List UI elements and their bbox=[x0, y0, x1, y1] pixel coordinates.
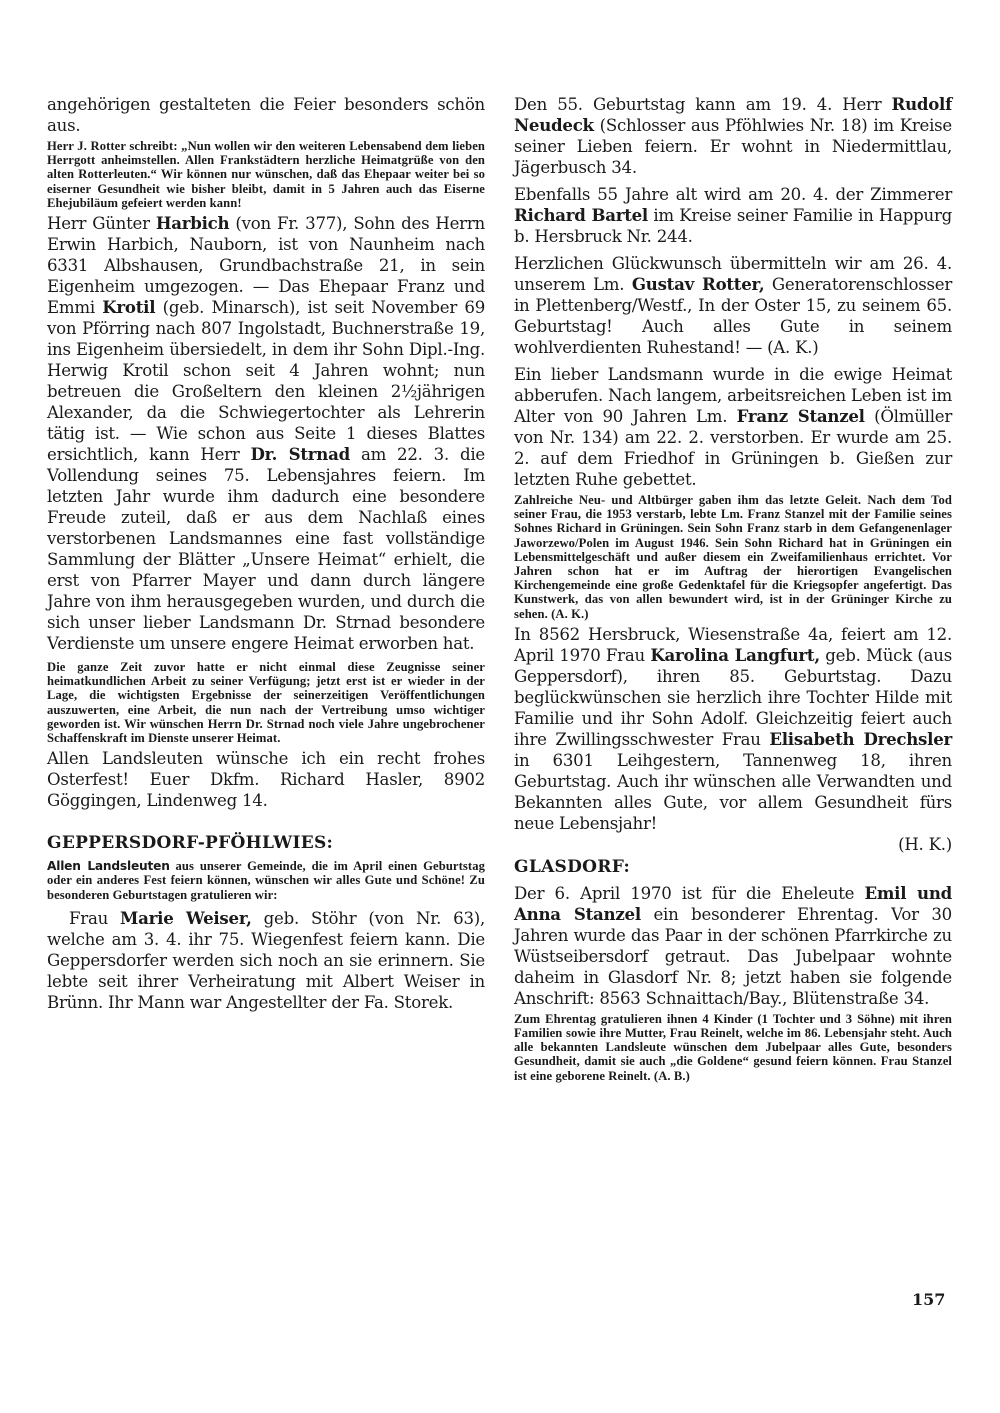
text: Herzlichen Glückwunsch übermitteln wir am 26. 4. unserem Lm. bbox=[514, 254, 952, 294]
text: In 8562 Hersbruck, Wiesenstraße 4a, feiert am 12. April 1970 Frau bbox=[514, 624, 952, 665]
bold-name: Elisabeth Drechsler bbox=[769, 728, 952, 749]
bold-name: Richard Bartel bbox=[514, 205, 648, 225]
paragraph bbox=[47, 213, 485, 654]
text: Generatorenschlosser in Plettenberg/Westf., In der Oster 15, zu seinem 65. Geburtstag! Auch alles Gute in seinem wohlverdienten Ruhestand! — (A. K.) bbox=[514, 275, 952, 357]
text: (von Fr. 377), Sohn des Herrn Erwin Harbich, Nauborn, ist von Naunheim nach 6331 Albshausen, Grundbachstraße 21, in sein Eigenheim umgezogen. — Das Ehepaar Franz und Emmi bbox=[47, 214, 485, 318]
bold-name: Gustav Rotter, bbox=[631, 274, 765, 294]
text: Den 55. Geburtstag kann am 19. 4. Herr bbox=[514, 95, 892, 114]
small-paragraph bbox=[47, 859, 485, 902]
bold-name: Harbich bbox=[155, 213, 230, 234]
text: geb. Stöhr (von Nr. 63), welche am 3. 4. ihr 75. Wiegenfest feiern kann. Die Geppersdorfer werden sich noch an sie erinnern. Sie lebte seit ihrer Verheiratung mit Albert Weiser in Brünn. Ihr Mann war Angestellter der Fa. Storek. bbox=[47, 908, 486, 1012]
paragraph bbox=[514, 253, 952, 358]
bold-name: Emil und Anna Stanzel bbox=[514, 882, 952, 924]
small-paragraph: Die ganze Zeit zuvor hatte er nicht einmal diese Zeugnisse seiner heimatkundlichen Arbeit zu seiner Verfügung; jetzt erst ist er wieder in der Lage, die wichtigsten Ergebnisse der seinerzeitigen Veröffentlichungen auszuwerten, eine Arbeit, die nun nach der Vertreibung umso wichtiger geworden ist. Wir wünschen Herrn Dr. Strnad noch viele Jahre ungebrochener Schaffenskraft im Dienste unserer Heimat. bbox=[47, 660, 485, 746]
paragraph: angehörigen gestalteten die Feier besonders schön aus. bbox=[47, 95, 485, 135]
small-paragraph: Zahlreiche Neu- und Altbürger gaben ihm das letzte Geleit. Nach dem Tod seiner Frau, die 1953 verstarb, lebte Lm. Franz Stanzel mit der Familie seines Sohnes Richard in Grüningen. Sein Sohn Franz starb in dem Gefangenenlager Jaworzewo/Polen im August 1946. Sein Sohn Richard hat in Grüningen ein Lebensmittelgeschäft und außer diesem ein Zweifamilienhaus errichtet. Vor Jahren schon hat er im Auftrag der hierortigen Evangelischen Kirchengemeinde eine große Gedenktafel für die Kriegsopfer angefertigt. Das Kunstwerk, das von allen bewundert wird, ist in der Grüninger Kirche zu sehen. (A. K.) bbox=[514, 493, 952, 621]
paragraph bbox=[514, 624, 952, 834]
section-heading: GEPPERSDORF-PFÖHLWIES: bbox=[47, 833, 334, 854]
bold-name: Krotil bbox=[102, 297, 156, 318]
bold-name: Franz Stanzel bbox=[736, 406, 865, 426]
author-initials: (H. K.) bbox=[898, 834, 952, 854]
paragraph bbox=[514, 94, 952, 178]
text: Herr Günter bbox=[47, 214, 156, 234]
bold-lead: Allen Landsleuten bbox=[47, 859, 170, 874]
small-paragraph: Herr J. Rotter schreibt: „Nun wollen wir den weiteren Lebensabend dem lieben Herrgott anheimstellen. Allen Frankstädtern herzliche Heimatgrüße von den alten Rotterleuten.“ Wir können nur wünschen, daß das Ehepaar weiter bei so eiserner Gesundheit wie bisher bleibt, damit in 5 Jahren auch das Eiserne Ehejubiläum gefeiert werden kann! bbox=[47, 139, 485, 210]
text: Frau bbox=[69, 908, 121, 928]
text: Ebenfalls 55 Jahre alt wird am 20. 4. der Zimmerer bbox=[514, 185, 952, 204]
paragraph: Allen Landsleuten wünsche ich ein recht frohes Osterfest! Euer Dkfm. Richard Hasler, 8902 Göggingen, Lindenweg 14. bbox=[47, 749, 485, 811]
text: Der 6. April 1970 ist für die Eheleute bbox=[514, 883, 865, 903]
right-column bbox=[514, 94, 952, 1083]
bold-name: Marie Weiser, bbox=[120, 907, 252, 928]
text: aus unserer Gemeinde, die im April einen Geburtstag oder ein anderes Fest feiern können, wünschen wir alles Gute und Schöne! Zu besonderen Geburtstagen gratulieren wir: bbox=[47, 859, 485, 902]
bold-name: Karolina Langfurt, bbox=[650, 644, 820, 665]
paragraph bbox=[47, 908, 485, 1013]
paragraph bbox=[514, 184, 952, 247]
bold-name: Rudolf Neudeck bbox=[514, 94, 952, 135]
text: (Ölmüller von Nr. 134) am 22. 2. verstorben. Er wurde am 25. 2. auf dem Friedhof in Grüningen b. Gießen zur letzten Ruhe gebettet. bbox=[514, 407, 953, 489]
page-number: 157 bbox=[912, 1290, 946, 1309]
text: in 6301 Leihgestern, Tannenweg 18, ihren Geburtstag. Auch ihr wünschen alle Verwandten und Bekannten alles Gute, vor allem Gesundheit fürs neue Lebensjahr! bbox=[514, 750, 952, 833]
text: Ein lieber Landsmann wurde in die ewige Heimat abberufen. Nach langem, arbeitsreichen Leben ist im Alter von 90 Jahren Lm. bbox=[514, 365, 952, 426]
bold-name: Dr. Strnad bbox=[250, 444, 350, 465]
text: ein besonderer Ehrentag. Vor 30 Jahren wurde das Paar in der schönen Pfarrkirche zu Wüstseibersdorf getraut. Das Jubelpaar wohnte daheim in Glasdorf Nr. 8; jetzt haben sie folgende Anschrift: 8563 Schnaittach/Bay., Blütenstraße 34. bbox=[514, 904, 952, 1008]
text: (Schlosser aus Pföhlwies Nr. 18) im Kreise seiner Lieben feiern. Er wohnt in Niedermittlau, Jägerbusch 34. bbox=[514, 116, 952, 177]
text: im Kreise seiner Familie in Happurg b. Hersbruck Nr. 244. bbox=[514, 206, 952, 246]
section-heading: GLASDORF: bbox=[514, 856, 631, 877]
paragraph bbox=[514, 364, 952, 490]
text: am 22. 3. die Vollendung seines 75. Lebensjahres feiern. Im letzten Jahr wurde ihm dadurch eine besondere Freude zuteil, daß er aus dem Nachlaß eines verstorbenen Landsmannes eine fast vollständige Sammlung der Blätter „Unsere Heimat“ erhielt, die erst von Pfarrer Mayer und dann durch längere Jahre von ihm herausgegeben wurden, und durch die sich unser lieber Landsmann Dr. Strnad besondere Verdienste um unsere engere Heimat erworben hat. bbox=[47, 445, 485, 654]
text: (geb. Minarsch), ist seit November 69 von Pförring nach 807 Ingolstadt, Buchnerstraße 19, ins Eigenheim übersiedelt, in dem ihr Sohn Dipl.-Ing. Herwig Krotil schon seit 4 Jahren wohnt; nun betreuen die Großeltern den kleinen 2½jährigen Alexander, da die Schwiegertochter als Lehrerin tätig ist. — Wie schon aus Seite 1 dieses Blattes ersichtlich, kann Herr bbox=[47, 298, 485, 465]
text: geb. Mück (aus Geppersdorf), ihren 85. Geburtstag. Dazu beglückwünschen sie herzlich ihre Tochter Hilde mit Familie und ihr Sohn Adolf. Gleichzeitig feiert auch ihre Zwillingsschwester Frau bbox=[514, 645, 952, 749]
left-column bbox=[47, 94, 485, 1013]
paragraph bbox=[514, 883, 952, 1009]
small-paragraph: Zum Ehrentag gratulieren ihnen 4 Kinder (1 Tochter und 3 Söhne) mit ihren Familien sowie ihre Mutter, Frau Reinelt, welche im 86. Lebensjahr steht. Auch alle bekannten Landsleute wünschen dem Jubelpaar alles Gute, besonders Gesundheit, damit sie auch „die Goldene“ gesund feiern können. Frau Stanzel ist eine geborene Reinelt. (A. B.) bbox=[514, 1011, 952, 1083]
